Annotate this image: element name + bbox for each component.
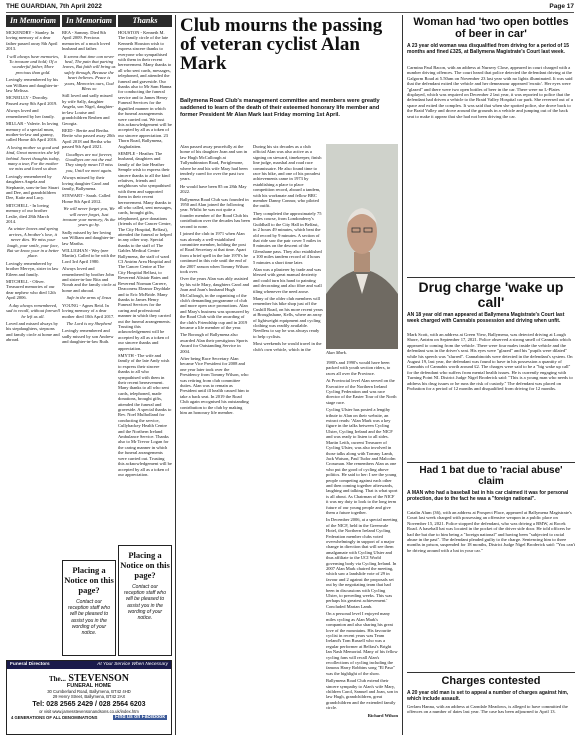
notice-text: Always missed by their loving daughter Carol and family, Ballymena. <box>62 175 110 191</box>
notice-text: Still loved and sadly missed by wife Sally, daughter Angela, son Nigel, daughter-in-law Louise and grandchildren Reuben and Georgia. <box>62 93 115 126</box>
notice-text: Always loved and remembered by her family. <box>6 108 55 119</box>
story-divider <box>407 672 575 673</box>
story-paragraph: I joined the club in 1971 when Alan was already a well-established committee member, holding the post of Road Secretary at that time. Apart from a brief spell in the late 1970's he continued in this role until the end of the 2007 season when Tommy Wilson took over. <box>180 231 249 274</box>
notice-box-title: Placing a Notice on this page? <box>64 565 114 595</box>
court-standfirst-2: AN 18 year old man appeared at Ballymena Magistrate's Court last week charged with Cannabis possession and driving when unfit. <box>407 312 565 324</box>
court-headline-3: Had 1 bat due to 'racial abuse' claim <box>419 465 563 487</box>
portrait-graphic <box>326 144 398 349</box>
masthead <box>6 2 574 13</box>
facebook-badge[interactable]: Find us on Facebook <box>114 713 165 720</box>
story-paragraph: Ballymena Road Club was founded in 1950 and Alan joined the following year. Whilst he was not quite a founder member of the Road Club his contribution over the decades has been second to none. <box>180 196 250 229</box>
verse: A day always remembered, sad to recall, without farewell he left us all. <box>6 302 60 319</box>
notice-text: MCKENDRY - Stanley. In loving memory of a dear father passed away 8th April 2013. <box>6 30 58 52</box>
ad-banner-tagline: At Your Service When Necessary <box>97 662 168 667</box>
notice-box-title: Placing a Notice on this page? <box>120 550 170 580</box>
placing-notice-box-2 <box>118 545 172 656</box>
story-paragraph: Cycling Ulster has posted a lengthy tribute to Alan on their website, an extract reads: 'Alan Mark was a key figure in the talks between Cycling Ulster, Cycling Ireland and the NICF and was ready to listen to all sides. Martin Leith, current Treasurer of Cycling Ulster, was also involved in those talks along with Tommy Lamb, Jack Watson, Paul Tudor and Malcolm Crossman. She remembers Alan as one who put the good of cycling above politics. He said to her: I see the young people competing against each other and then coming together afterwards, laughing and talking. That is what sport is all about. As Chairman of the NICF it was my duty to look to the long term future of our young people and give them a future together. <box>326 407 398 515</box>
column-divider <box>402 15 403 735</box>
court-standfirst-3: A MAN who had a baseball bat in his car claimed it was for personal protection, due to the fact he was a "foreign national". <box>407 490 569 502</box>
story-headline: Club mourns the passing of veteran cyclist Alan Mark <box>180 15 383 74</box>
story-paragraph: Many of the older club members will remember his bike shop just off the Cushill Road, on his more recent years at Broughshane, Kells, where an array of lightweight equipment and cycling clothing was readily available. Needless to say he was always ready to help cyclists. <box>253 295 323 339</box>
story-paragraph: In December 2006, at a special meeting of the NICF, held in the Greenvale Hotel, the Northern Ireland Cycling Federation member clubs voted overwhelmingly in support of a major change in direction that will see them amalgamate with Cycling Ulster and thus affiliate to the UCI World governing body via Cycling Ireland. In 2007 Alan Mark chaired the meeting, which saw a landslide vote of 29 in favour and 2 against the proposals set out by the negotiating team that had been in discussions with Cycling Ulster, to preceding weeks. This was perhaps his greatest achievement.' Concluded Marian Lamb. <box>326 517 398 609</box>
address-line: 30 Cumberland Road, Ballymena, BT42 4HD <box>47 689 131 695</box>
verse: As winter leaves and spring arrives, A brother's love, it never dies. We miss your laugh, your smile, your face, But we know your in a better place. <box>7 226 59 259</box>
ad-footer <box>7 714 171 721</box>
notice-text: Lovingly remembered and sadly missed by son Andrew and daughter-in-law Ruth. <box>62 328 114 345</box>
ad-banner-title: Funeral Directors <box>10 662 50 667</box>
story-divider <box>407 277 575 278</box>
story-paragraph: They completed the approximately 75 miles course, from Londonderry's Guildhall to the City Hall in Belfast, in 2 hours 49 minutes, which beat the old record by 9 minutes. A section of that ride saw the pair cover 5 miles in 8 minutes on the descent of the Glenshane pass. They also established a 100 miles tandem record of 4 hours 5 minutes a short time later. <box>253 210 322 265</box>
story-paragraph: Over the years Alan was ably assisted by his wife Mary, daughters Carol and Joan and Joan's husband Hugh McCullough, in the organising of the club's demanding programme of club and more open race promotions. Alan and Mary's business was sponsored by the Road Club with the awarding of the club's Friendship cup and in 2019 became a life member of the year. <box>180 276 250 330</box>
notice-text: SMYTH - The wife and family of the late Andy wish to express their sincere thanks to all who sympathised with them in their recent bereavement. Many thanks to all who sent cards, telephoned, made donations, brought gifts, attended the funeral and graveside. A special thanks to Rev. Noel Mulholland for conducting the service, Cullybackey Health Centre and the Northern Ireland Ambulance Service. Thanks also to Mr Trevor Logan for the caring manner in which the funeral arrangements were carried out. Trusting this acknowledgement will be accepted by all as a token of our appreciation. <box>118 352 172 477</box>
photo-caption: Alan Mark. <box>326 350 347 355</box>
column-divider <box>175 15 176 735</box>
court-standfirst-4: A 20 year old man is set to appeal a number of charges against him, which include assault. <box>407 690 569 702</box>
notice-text: STEWART - Sarah. Called Home 8th April 2012. <box>62 193 111 204</box>
verse: Goodbyes are not forever, Goodbyes are not the end. They simply mean I'll miss you, Until we meet again. <box>65 151 113 173</box>
story-paragraph: After being Race Secretary Alan became Vice President for 2008 and one year later took over the Presidency from Tommy Wilson, who was retiring from club committee duties. Alan was to remain as President until ill health caused him to take a back seat. In 2019 the Road Club again recognised his outstanding contribution to the club by making him an honorary life member. <box>180 356 250 416</box>
court-headline-2: Drug charge 'wake up call' <box>418 279 564 310</box>
ad-footer-text: 4 GENERATIONS OF ALL DENOMINATIONS <box>11 714 98 720</box>
court-body-3: Catalin Alum (36), with an address at Prospect Place, appeared at Ballymena Magistrate's Court last week charged with possessing an offensive weapon in a public place on November 15, 2021. Police stopped the defendant, who was driving a BMW, at Rocek Road. A baseball bat was located in the pocket of the driver side door. He told officers he had the bat due to him being a "foreign national" and having been "subjected to racial abuse in the past". The defendant pleaded guilty to the charge. Sentencing him to three months in prison, suspended for 18 months, District Judge Nigel Broderick said: "You can't be driving around with a bat in your car." <box>407 510 575 553</box>
placing-notice-box <box>62 560 116 656</box>
story-paragraph: Alan passed away peacefully at the home of his daughter Joan and son in law Hugh McCullough at Tullynahinnion Road, Portglenone, where he and his wife Mary had been tenderly cared for over the past two years. <box>180 144 248 182</box>
notice-text: MILLAR - Valerie. In loving memory of a special mum, mother-in-law and granny, called Home 4th April 2016. <box>6 121 59 143</box>
funeral-home-prefix: The... <box>49 675 66 683</box>
section-header-memoriam-2: In Memoriam <box>62 15 116 27</box>
notice-text: Lovingly remembered by daughters Angela and Stephanie, sons-in-law Stuart and Dee, and grandchildren Dee, Katie and Lucy. <box>6 173 59 201</box>
notice-text: Lovingly remembered by his son William and daughter-in-law Melissa. <box>6 77 59 94</box>
alan-mark-photo <box>326 144 398 349</box>
notice-text: Lovingly remembered by brother Mervyn, sister in law Eileen and family. <box>6 260 59 277</box>
phone-number: Tel: 028 2565 2429 / 028 2564 6203 <box>32 700 146 708</box>
story-paragraph: On a personal level I enjoyed many miles cycling as Alan Mark's companion and also sharing his great love of the mountains. His favourite cyclist in recent years was Team Ireland's Tom Russell who was a regular performer at Belfast's Bright Ian Nash Memorial. Many of his fellow cycling fans will recall Alan's recollections of cycling including the famous Harry Robbins song "El Paso" was the highlight of the show. <box>326 611 398 676</box>
notice-text: SEMPLE - Heather. The husband, daughters and family of the late Heather Semple wish to express their sincere thanks to all the kind relatives, friends and neighbours who sympathised with them and supported them in their recent bereavement. Many thanks to all who called, sent messages, cards, brought gifts, telephoned, gave donations (friends of the Cancer Centre, The City Hospital, Belfast), attended the funeral or helped in any other way. Special thanks to the staff of The Gables Medical Centre Ballymena, the staff of ward C3 Antrim Area Hospital and The Cancer Centre at The City Hospital Belfast, to Reverend Alistair Bates and Reverend Norman Carrere, Deaconess Eleanor Dryddale and to Eric McBride. Many thanks to James Henry Funeral Services for the caring and professional manner in which they carried out the funeral arrangements. Trusting this acknowledgement will be accepted by all as a token of our sincere thanks and appreciation. <box>118 150 172 351</box>
memoriam-column-1 <box>6 30 60 657</box>
court-standfirst-1: A 23 year old woman was disqualified from driving for a period of 15 months and fined £325, at Ballymena Magistrate's Court last week. <box>407 43 570 55</box>
notice-text: Loved and missed always by his stepdaughters, stepsons and family circle at home and abroad. <box>6 320 60 343</box>
notice-text: REID - Bertie and Bertha. Bertie who passed away 20th April 2018 and Bertha who passed 9th April 2021. <box>62 127 115 150</box>
story-paragraph: The Borough of Ballymena also awarded Alan their prestigious Sports Award for Outstanding Service in 2004. <box>180 332 248 354</box>
funeral-home-sub: FUNERAL HOME <box>66 683 112 689</box>
notice-text: MITCHELL - In loving memory of our brother Leslie, died 28th March 2014. <box>6 202 49 224</box>
story-paragraph: Alan was a plasterer by trade and was blessed with great manual dexterity and could turn his hand to painting and decorating and also fibre and wall tiling whenever the need arose. <box>253 266 322 294</box>
thanks-column <box>118 30 172 540</box>
funeral-home-surname: STEVENSON <box>68 673 129 684</box>
notice-box-body: Contact our reception staff who will be pleased to assist you in the wording of your notice. <box>68 599 110 637</box>
masthead-paper: THE GUARDIAN, 7th April 2022 <box>6 3 102 10</box>
website-link[interactable]: or visit www.jamesstevensonandsons.co.uk/index.htm <box>39 708 139 714</box>
ad-banner <box>7 661 171 669</box>
notice-text: REA - Sammy. Died 8th April 2009. Precious memories of a much loved husband and father. <box>62 30 110 52</box>
verse: Safe in the arms of Jesus <box>66 295 112 301</box>
notice-text: MCNEILLY - Dorothy. Passed away 8th April 2019. <box>6 95 58 106</box>
story-column-3 <box>326 360 398 735</box>
notice-box-body: Contact our reception staff who will be pleased to assist you in the wording of your notice. <box>124 584 166 622</box>
court-headline-1: Woman had 'two open bottles of beer in car' <box>413 16 569 40</box>
story-paragraph: At Provincial level Alan served on the Executive of the Northern Ireland Cycling Federation and was race director of the Easter Tour of the North stage race. <box>326 378 397 405</box>
verse: We will never forget you, We will never forget, Just treasure your memory, As the years go by. <box>62 206 116 228</box>
story-divider <box>407 462 575 463</box>
verse: It seems that time can never heal, The pain that parting leaves, But faith will bring us safely through, Because the heart believes. Peace is yours, Memories ours, God Bless xo <box>62 53 116 92</box>
court-headline-4: Charges contested <box>441 675 541 687</box>
notice-text: Always loved and remembered by brother John and sister-in-law Rita and Norah and the family circle at home and abroad. <box>62 266 116 293</box>
verse: The Lord is my Shepherd <box>66 320 112 326</box>
page-number: Page 17 <box>549 3 574 10</box>
story-paragraph: Most weekends he would travel in the club's own vehicle, which in the <box>253 341 322 352</box>
verse: I will always have memories, To treasure and hold; Of a wonderful father, More precious than gold. <box>6 53 60 75</box>
notice-text: Sadly missed by her loving son William and daughter-in-law Martha. <box>62 229 115 246</box>
story-column-1 <box>180 144 250 735</box>
court-body-4: Gerlam Hanna, with an address at Carndale Meadows, is alleged to have committed the offences on a number of dates last year. The case has been adjourned to April 13. <box>407 704 568 715</box>
story-column-2 <box>253 144 323 735</box>
notice-text: MITCHELL - Oliver. Treasured memories of our dear nephew who died 12th April 2006. <box>6 279 56 301</box>
story-paragraph: He would have been 85 on 28th May 2022. <box>180 183 247 195</box>
story-paragraph: Ballymena Road Club extend their sincere sympathy to Alan's wife Mary, children Carol, Samuel and Joan, son in law Hugh, grandchildren, great grandchildren and the extended family circle. <box>326 678 398 711</box>
story-paragraph: During his six decades as a club official Alan was also active as a signing on steward, timekeeper, finish line judge, marshal and road race commissaire. He also found time to race his bike, and one of his proudest achievements came in 1973 by establishing a place to place competition record, aboard a tandem, with his workmate and fellow BRC member Danny Connor, who piloted the outfit. <box>253 144 322 209</box>
notice-text: WILLIGHAN - Wey (nee Martin). Called to be with the Lord 3rd April 1980. <box>62 248 116 264</box>
section-header-thanks: Thanks <box>118 15 172 27</box>
notice-text: YOUNG - Agnes Reid. In loving memory of a dear mother died 10th April 2017. <box>62 302 115 319</box>
story-paragraph: 1980's and 1990's would have been packed with youth section riders, to races all over the Province. <box>326 360 391 376</box>
funeral-directors-ad <box>6 660 172 735</box>
verse: A loving mother so good and kind, Great memories she left behind. Sweet thoughts today, many a tear, For the mother we miss and loved so dear. <box>6 144 60 172</box>
address-line-2: 29 Henry Street, Ballymena, BT42 2AX <box>52 694 126 700</box>
story-byline: Richard Wilson <box>367 712 398 718</box>
court-body-2: Mark Scott, with an address at Green View, Ballymena, was detected driving at Lough Shore, Antrim on September 17, 2021. Police observed a strong smell of Cannabis which appeared to coming from the vehicle. There were four males inside the vehicle and the defendant was in the driver's seat. His eyes were "glazed" and his "pupils were dilated" while his speech was "slurred". Cannabinoids were detected in the defendant's system. On August 19, last year, the defendant was found to have in his possession a quantity of Cannabis of Cannabis worth around £2. The charges were said to be a "big wake up call" for the defendant who suffers from mental health issues. He is currently engaging with Turning Point NI. District Judge Nigel Broderick said: "This is a young man who needs to address his drug issues or he runs the risk of custody." The defendant was placed on Probation for a period of 12 months and disqualified from driving for 12 months. <box>407 332 573 392</box>
section-header-memoriam-1: In Memoriam <box>6 15 60 27</box>
notice-text: HOUSTON - Kenneth M. The family circle of the late Kenneth Houston wish to express sincere thanks to everyone who sympathised with them in their recent bereavement. Many thanks to all who sent cards, messages, telephoned, and attended the funeral and graveside. Our thanks also to Mr Sam Hanna for conducting the funeral service and to James Henry Funeral Services for the dignified manner in which the funeral arrangements were carried out. We trust this acknowledgement will be accepted by all as a token of our sincere appreciation. 23 Thorn Road, Ballymena, Aughafatten. <box>118 30 172 149</box>
court-body-1: Carmina Paul Bacon, with an address at Nursery Close, appeared in court charged with a number driving offences. The court heard that police detected the defendant driving at the Galgorm Road at 5.50am on November 23 last year with no lights illuminated. It was said that the defendant exited the vehicle and her demeanour appeared 'erratic'. Her eyes were "glazed" and there were two open bottles of beer in the car. There were no L-Plates displayed, which was required on December 2 last year, it was reported to police that the defendant had driven a vehicle to the Braid Valley Hospital car park. She reversed out of a space and exited the complex. It was said that when she spotted police, she drove back to the Braid Valley and drove around the grounds in a vehicle and jumping out of the back seat to make it appear that she had not been driving the car. <box>407 65 573 119</box>
story-standfirst: Ballymena Road Club's management committee and members were greatly saddened to learn of the death of their esteemed honorary life member and former President Mr Alan Mark last Friday morning 1st April. <box>180 98 380 118</box>
